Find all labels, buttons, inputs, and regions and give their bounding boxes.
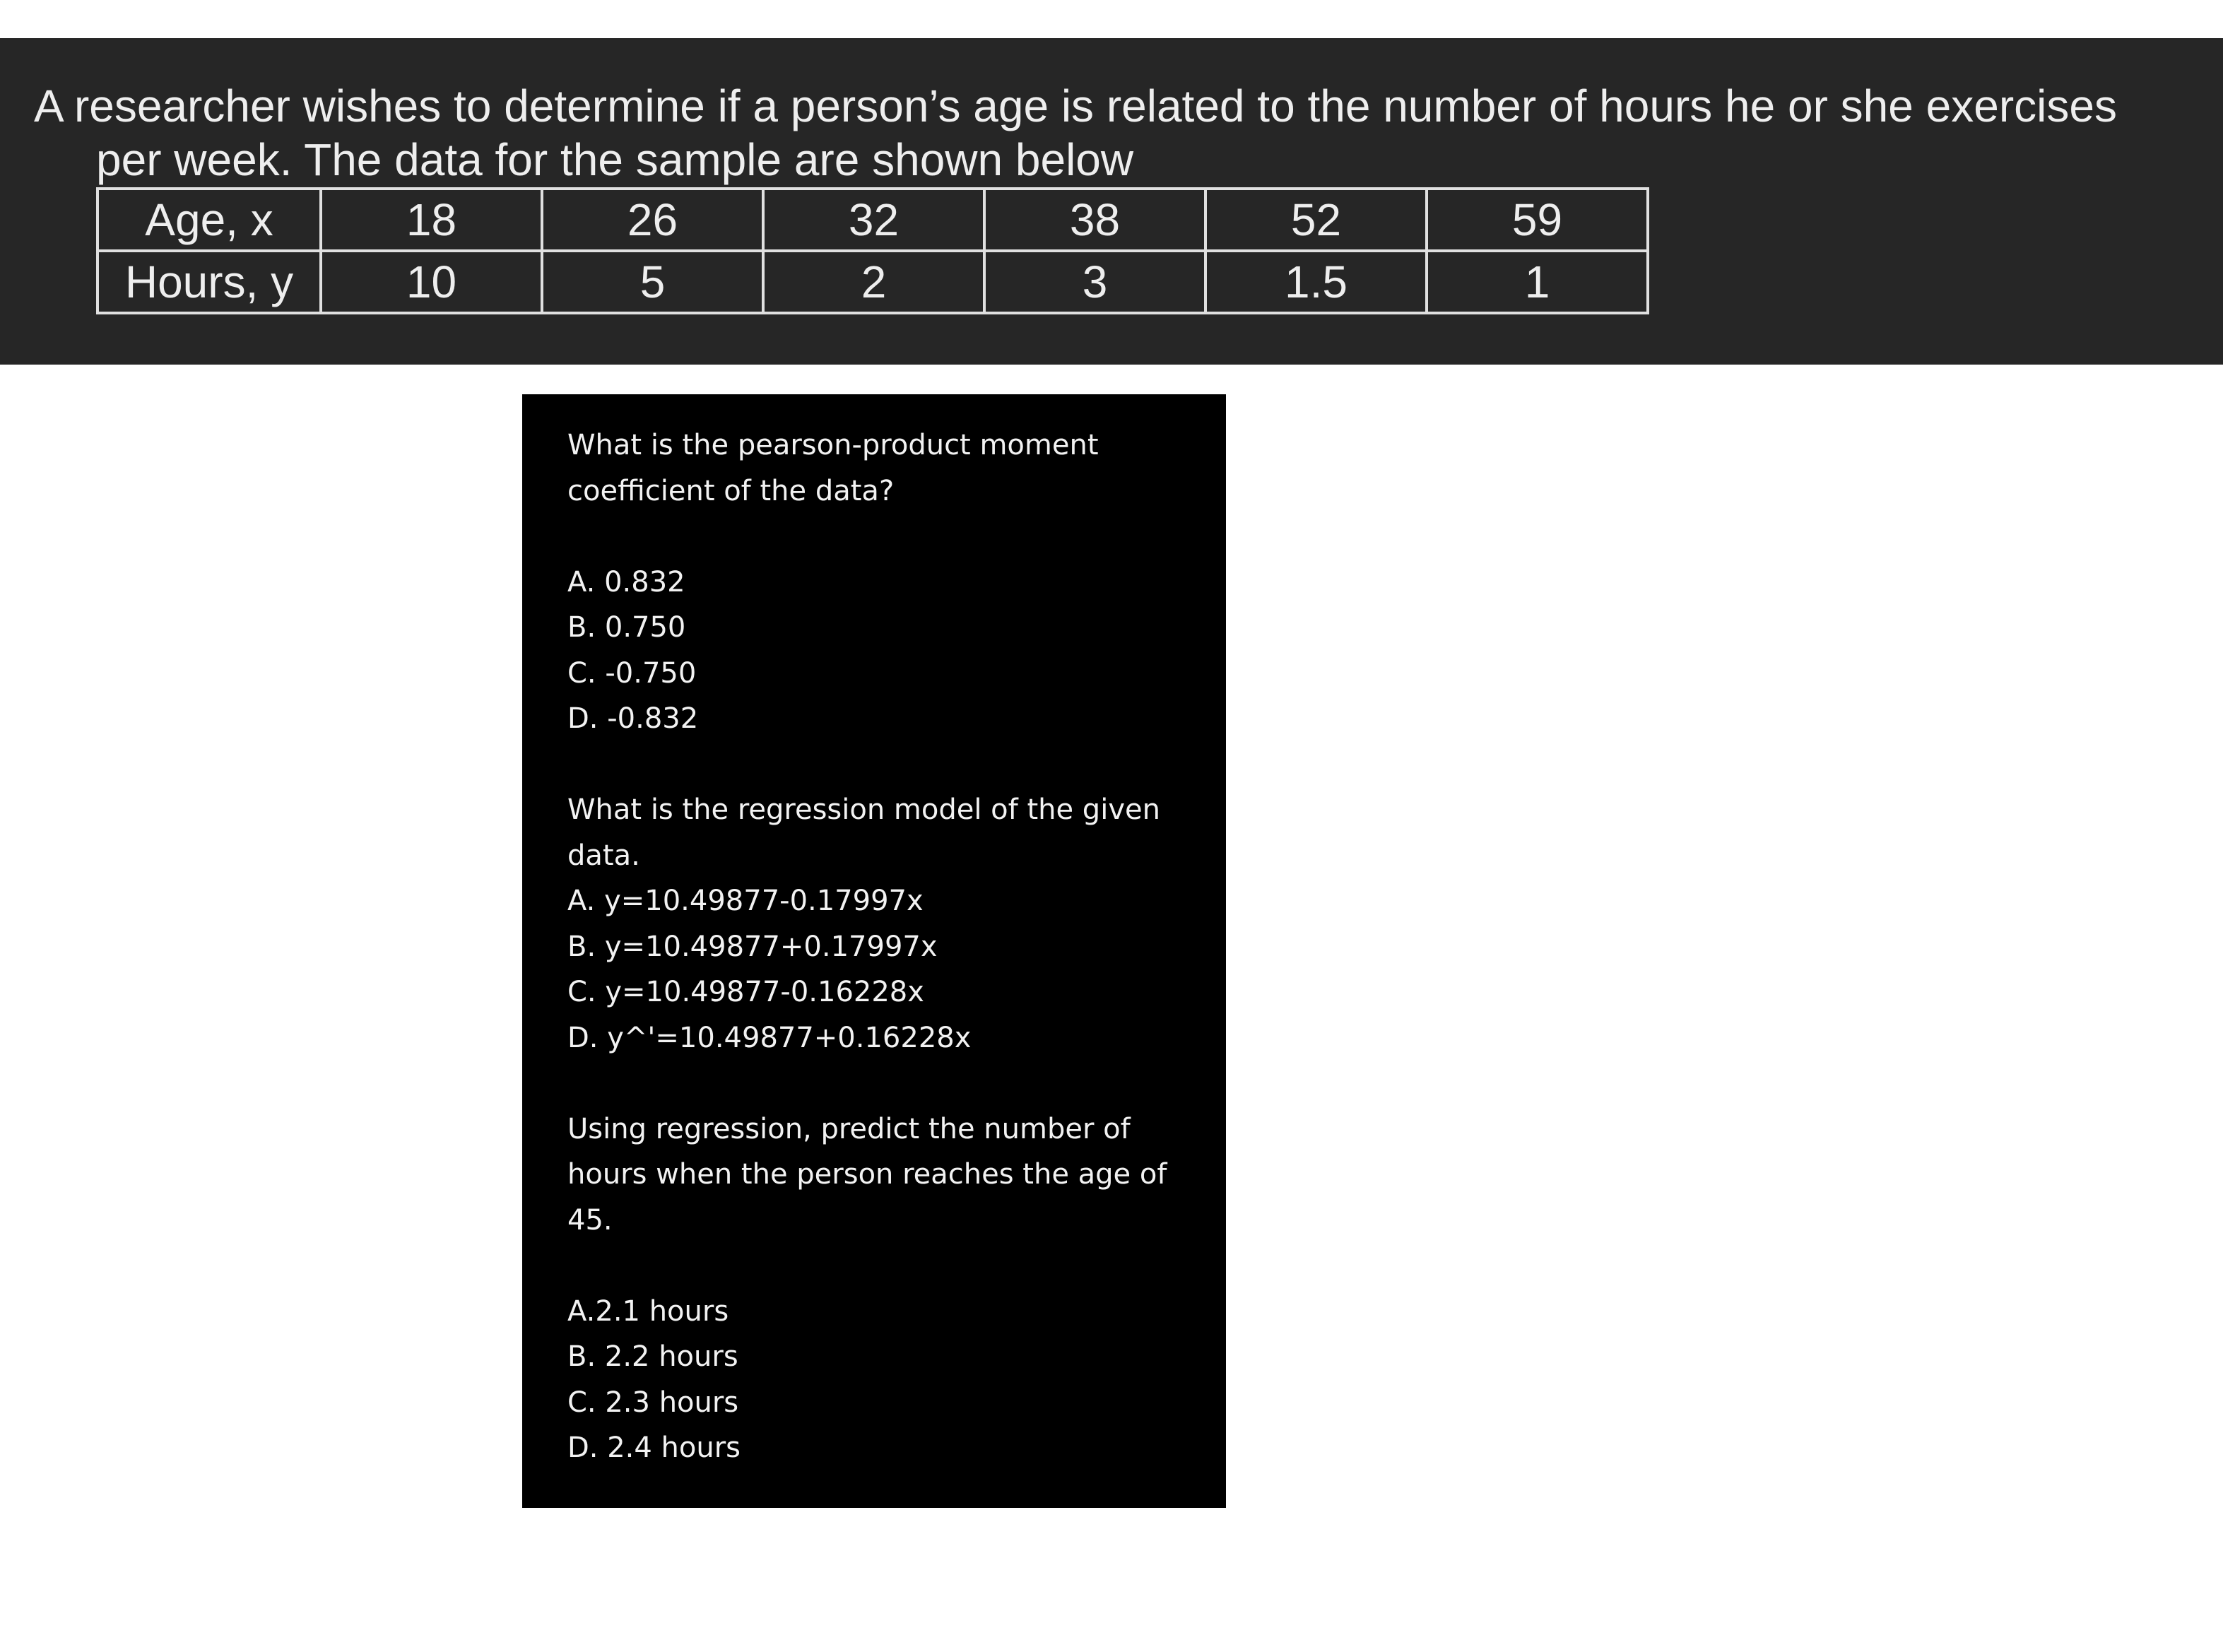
answer-option[interactable]: C. y=10.49877-0.16228x [567,976,924,1008]
answer-option[interactable]: B. 2.2 hours [567,1340,738,1373]
answer-option[interactable]: A.2.1 hours [567,1294,729,1328]
table-cell: 26 [542,189,763,251]
table-cell: 2 [763,251,984,313]
answer-option[interactable]: D. -0.832 [567,702,699,735]
answer-option[interactable]: C. -0.750 [567,656,697,690]
table-cell: 1 [1427,251,1648,313]
answer-option[interactable]: A. y=10.49877-0.17997x [567,885,924,917]
table-cell: 59 [1427,189,1648,251]
question-prompt: What is the pearson-product moment coefficient of the data? [567,429,1099,507]
answer-option[interactable]: B. y=10.49877+0.17997x [567,930,938,963]
table-row-age [98,189,1648,251]
question-prompt: Using regression, predict the number of hours when the person reaches the age of 45. [567,1112,1167,1237]
table-header-hours: Hours, y [98,251,321,313]
table-cell: 1.5 [1205,251,1427,313]
question-prompt: What is the regression model of the given data. [567,793,1160,872]
answer-option[interactable]: D. y^'=10.49877+0.16228x [567,1021,972,1054]
answer-option[interactable]: B. 0.750 [567,611,686,644]
answer-option[interactable]: A. 0.832 [567,565,685,598]
question-block-2 [567,787,1184,1061]
table-cell: 3 [984,251,1205,313]
answer-option[interactable]: D. 2.4 hours [567,1432,741,1464]
table-cell: 32 [763,189,984,251]
table-cell: 38 [984,189,1205,251]
table-header-age: Age, x [98,189,321,251]
questions-panel [522,394,1226,1508]
question-block-1 [567,423,1184,742]
table-cell: 10 [321,251,542,313]
problem-statement-line-2: per week. The data for the sample are shown below [96,134,1134,185]
problem-statement-line-1: A researcher wishes to determine if a person’s age is related to the number of hours he or she exercises [34,81,2117,131]
table-cell: 18 [321,189,542,251]
answer-option[interactable]: C. 2.3 hours [567,1386,739,1419]
table-row-hours [98,251,1648,313]
table-cell: 52 [1205,189,1427,251]
age-hours-table [96,187,1649,314]
question-block-3 [567,1107,1184,1471]
table-cell: 5 [542,251,763,313]
